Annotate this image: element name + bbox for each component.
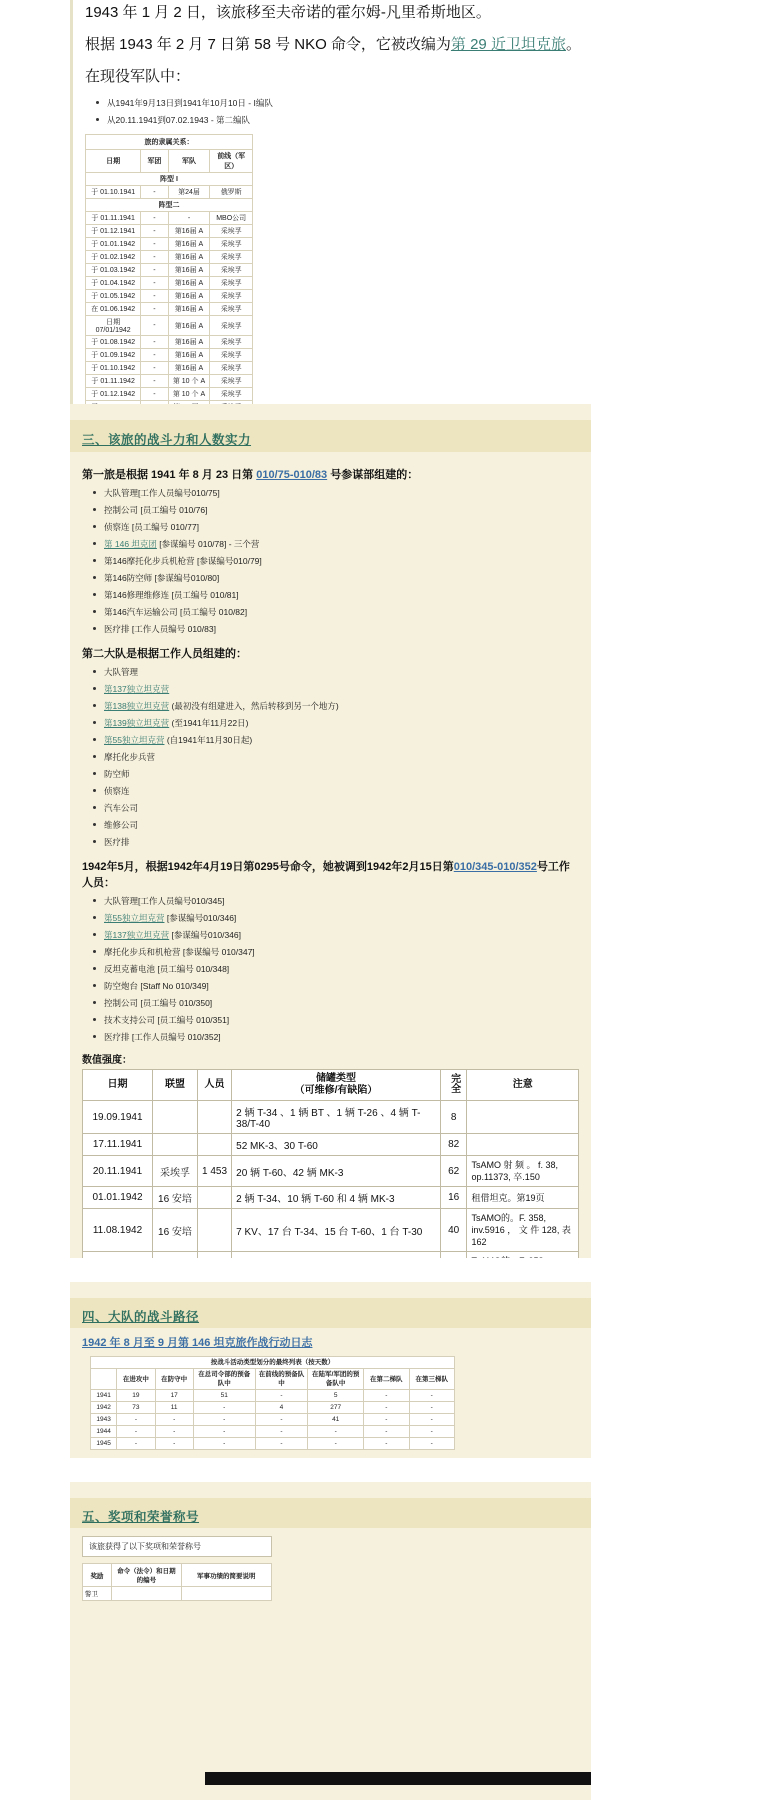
reorg-text-after: 。 [565, 36, 581, 53]
cell-date: 于 01.05.1942 [86, 290, 141, 303]
cell-corps: - [141, 303, 168, 316]
list-item: 技术支持公司 [员工编号 010/351] [104, 1013, 579, 1028]
p1-after: 号参谋部组建的： [327, 469, 419, 481]
cell-personnel [197, 1187, 231, 1209]
cell-date: 17.11.1941 [83, 1134, 153, 1156]
table-row [86, 277, 253, 290]
combat-log-link[interactable]: 1942 年 8 月至 9 月第 146 坦克旅作战行动日志 [82, 1337, 313, 1349]
cell-note: TsAMO的。F. 358, inv.5916 ， 文 件 128, 表 162 [467, 1209, 579, 1252]
cell-corps: - [141, 290, 168, 303]
table-row [91, 1390, 455, 1402]
table-row [86, 349, 253, 362]
affiliation-caption: 旅的隶属关系： [86, 135, 253, 150]
unit-staff-note: (最初没有组建进入，然后转移到另一个地方) [169, 701, 339, 711]
list-item: 第146防空师 [参谋编号010/80] [104, 571, 579, 586]
cell-year: 1942 [91, 1402, 117, 1414]
cell-union: 16 安培 [153, 1209, 198, 1252]
cell-corps: - [141, 212, 168, 225]
cell-value: 11 [155, 1402, 193, 1414]
col-date: 日期 [83, 1070, 153, 1101]
cell-value: - [308, 1426, 364, 1438]
list-item: 控制公司 [员工编号 010/76] [104, 503, 579, 518]
cell-value: - [255, 1438, 308, 1450]
cell-value: - [155, 1426, 193, 1438]
cell-value: - [364, 1414, 409, 1426]
table-caption-row [91, 1357, 455, 1369]
unit-link[interactable]: 第138独立坦克营 [104, 701, 170, 711]
table-row [91, 1426, 455, 1438]
col-third-echelon: 在第三梯队 [409, 1369, 454, 1390]
cell-value: - [409, 1438, 454, 1450]
table-row [86, 186, 253, 199]
cell-front: 采埃孚 [210, 375, 253, 388]
table-row [86, 290, 253, 303]
col-personnel: 人员 [197, 1070, 231, 1101]
cell-value: - [117, 1426, 155, 1438]
formation-2-row [86, 199, 253, 212]
cell-army: 第 10 个 A [168, 388, 210, 401]
cell-year: 1943 [91, 1414, 117, 1426]
cell-note: 租借坦克。第19页 [467, 1187, 579, 1209]
col-second-echelon: 在第二梯队 [364, 1369, 409, 1390]
col-front: 前线（军区） [210, 150, 253, 173]
cell-value: - [255, 1390, 308, 1402]
cell-corps: - [141, 186, 168, 199]
table-header-row [91, 1369, 455, 1390]
white-separator-2 [70, 1458, 591, 1482]
col-offensive: 在进攻中 [117, 1369, 155, 1390]
cell-army: 第 10 个 A [168, 375, 210, 388]
col-note: 注意 [467, 1070, 579, 1101]
cell-date: 于 01.12.1942 [86, 388, 141, 401]
section-4-header-band [70, 1298, 591, 1328]
cell-army: 第16届 A [168, 316, 210, 336]
table-row [86, 303, 253, 316]
unit-link[interactable]: 第 146 坦克团 [104, 539, 157, 549]
list-item: 控制公司 [员工编号 010/350] [104, 996, 579, 1011]
unit-staff-note: (至1941年11月22日) [169, 718, 249, 728]
cell-tank-types: 2 辆 T-34 、1 辆 BT 、1 辆 T-26 、4 辆 T-38/T-40 [232, 1101, 441, 1134]
cell-corps: - [141, 225, 168, 238]
cell-total: 8 [440, 1101, 467, 1134]
list-item: 汽车公司 [104, 801, 579, 816]
list-item[interactable] [104, 928, 579, 943]
cell-value: - [193, 1438, 255, 1450]
formation-1-label: 阵型 I [86, 173, 253, 186]
cell-date: 11.08.1942 [83, 1209, 153, 1252]
cell-army: 第24届 [168, 186, 210, 199]
cell-total: 62 [440, 1156, 467, 1187]
cell-tank-types: 20 辆 T-60、42 辆 MK-3 [232, 1156, 441, 1187]
award-merit-cell [181, 1587, 271, 1601]
p3-before: 1942年5月，根据1942年4月19日第0295号命令，她被调到1942年2月15日第 [82, 861, 454, 873]
list-item: 第146摩托化步兵机枪营 [参谋编号010/79] [104, 554, 579, 569]
cell-army: 第16届 A [168, 251, 210, 264]
list-item: 第146修理维修连 [员工编号 010/81] [104, 588, 579, 603]
cell-value: - [364, 1438, 409, 1450]
cell-total: 82 [440, 1134, 467, 1156]
cell-army: 第16届 A [168, 264, 210, 277]
cell-value: - [155, 1414, 193, 1426]
reorg-text-before: 根据 1943 年 2 月 7 日第 58 号 NKO 命令，它被改编为 [85, 36, 451, 53]
cell-army: 第16届 A [168, 290, 210, 303]
cell-date: 于 01.10.1941 [86, 186, 141, 199]
cell-date: 在 01.06.1942 [86, 303, 141, 316]
col-date: 日期 [86, 150, 141, 173]
section-5-title[interactable]: 五、奖项和荣誉称号 [82, 1510, 200, 1524]
table-row [83, 1209, 579, 1252]
section-3-title[interactable]: 三、该旅的战斗力和人数实力 [82, 433, 252, 447]
cell-value: - [409, 1390, 454, 1402]
cell-personnel [197, 1101, 231, 1134]
cell-union [153, 1134, 198, 1156]
cell-date: 于 01.12.1941 [86, 225, 141, 238]
table-row [83, 1156, 579, 1187]
cell-value: - [155, 1438, 193, 1450]
list-item: 侦察连 [员工编号 010/77] [104, 520, 579, 535]
unit-staff-note: (自1941年11月30日起) [164, 735, 253, 745]
cell-front: 俄罗斯 [210, 186, 253, 199]
cell-tank-types: 7 KV、17 台 T-34、15 台 T-60、1 台 T-30 [232, 1209, 441, 1252]
cell-union: 采埃孚 [153, 1156, 198, 1187]
redaction-bar [205, 1772, 591, 1785]
list-item: 防空师 [104, 767, 579, 782]
p1-before: 第一旅是根据 1941 年 8 月 23 日第 [82, 469, 257, 481]
list-item: 从1941年9月13日到1941年10月10日 - I编队 [107, 96, 581, 111]
cell-value: - [255, 1414, 308, 1426]
table-row [83, 1101, 579, 1134]
col-total-label: 完全 [448, 1073, 460, 1093]
table-row [86, 375, 253, 388]
formation-1-row [86, 173, 253, 186]
col-decree: 命令（法令）和日期的编号 [112, 1564, 181, 1587]
cell-front: 采埃孚 [210, 290, 253, 303]
cell-union: 16 安培 [153, 1187, 198, 1209]
award-name-cell: 警卫 [83, 1587, 112, 1601]
list-item: 反坦克蓄电池 [员工编号 010/348] [104, 962, 579, 977]
list-item[interactable] [104, 699, 579, 714]
cell-date: 日期 07/01/1942 [86, 316, 141, 336]
cell-value: - [364, 1426, 409, 1438]
table-row [86, 225, 253, 238]
paragraph-reorganization [85, 32, 581, 58]
cream-separator-2 [70, 1282, 591, 1298]
table-row [86, 316, 253, 336]
cell-front: 采埃孚 [210, 251, 253, 264]
cell-corps: - [141, 362, 168, 375]
cell-corps: - [141, 238, 168, 251]
unit-link[interactable]: 第55独立坦克营 [104, 913, 165, 923]
cell-value: - [409, 1402, 454, 1414]
active-army-list [85, 96, 581, 128]
cell-value: - [193, 1426, 255, 1438]
table-row [83, 1187, 579, 1209]
list-item: 大队管理[工作人员编号010/75] [104, 486, 579, 501]
cell-date: 于 01.11.1941 [86, 212, 141, 225]
table-header-row [86, 150, 253, 173]
affiliation-table [85, 134, 253, 427]
cell-value: 41 [308, 1414, 364, 1426]
cell-front: 采埃孚 [210, 336, 253, 349]
list-item[interactable] [104, 537, 579, 552]
cell-note [467, 1134, 579, 1156]
table-row [86, 388, 253, 401]
table-row [91, 1414, 455, 1426]
cell-corps: - [141, 375, 168, 388]
cell-value: 277 [308, 1402, 364, 1414]
combat-activity-table [90, 1356, 455, 1450]
strength-table-head [83, 1070, 579, 1101]
list-item: 医疗排 [工作人员编号 010/352] [104, 1030, 579, 1045]
cell-personnel: 1 453 [197, 1156, 231, 1187]
cell-note: TsAMO 射 频 。 f. 38, op.11373, 卒.150 [467, 1156, 579, 1187]
cell-army: 第16届 A [168, 362, 210, 375]
cell-year: 1945 [91, 1438, 117, 1450]
cell-army: 第16届 A [168, 225, 210, 238]
col-front-reserve: 在前线的预备队中 [255, 1369, 308, 1390]
cell-date: 01.01.1942 [83, 1187, 153, 1209]
cell-army: 第16届 A [168, 336, 210, 349]
cell-tank-types: 2 辆 T-34、10 辆 T-60 和 4 辆 MK-3 [232, 1187, 441, 1209]
section-4-body [70, 1328, 591, 1458]
col-tank-types [232, 1070, 441, 1101]
unit-link[interactable]: 第137独立坦克营 [104, 684, 170, 694]
awards-table [82, 1563, 272, 1601]
cell-value: 17 [155, 1390, 193, 1402]
third-formation-unit-list [82, 894, 579, 1045]
cream-separator-3 [70, 1482, 591, 1498]
link-29th-guards-tank-brigade[interactable]: 第 29 近卫坦克旅 [450, 36, 566, 53]
table-header-row [83, 1070, 579, 1101]
table-caption-row [86, 135, 253, 150]
list-item: 防空炮台 [Staff No 010/349] [104, 979, 579, 994]
first-formation-unit-list [82, 486, 579, 637]
list-item: 摩托化步兵营 [104, 750, 579, 765]
section-3-header-band [70, 420, 591, 452]
cell-year: 1944 [91, 1426, 117, 1438]
section-4-title[interactable]: 四、大队的战斗路径 [82, 1310, 200, 1324]
combat-table-body [91, 1390, 455, 1450]
unit-staff-note: [参谋编号 010/78] - 三个营 [156, 539, 260, 549]
list-item[interactable] [104, 716, 579, 731]
cell-army: 第16届 A [168, 277, 210, 290]
cell-year: 1941 [91, 1390, 117, 1402]
cell-date: 于 01.09.1942 [86, 349, 141, 362]
cell-date: 于 01.10.1942 [86, 362, 141, 375]
cell-front: 采埃孚 [210, 388, 253, 401]
cell-value: - [409, 1426, 454, 1438]
link-staff-010-345-010-352[interactable]: 010/345-010/352 [453, 861, 537, 873]
table-row [86, 362, 253, 375]
col-army-reserve: 在陆军/军团的预备队中 [308, 1369, 364, 1390]
unit-staff-note: [参谋编号010/346] [169, 930, 241, 940]
cell-front: 采埃孚 [210, 316, 253, 336]
list-item: 摩托化步兵和机枪营 [参谋编号 010/347] [104, 945, 579, 960]
cell-corps: - [141, 316, 168, 336]
list-item: 第146汽车运输公司 [员工编号 010/82] [104, 605, 579, 620]
awards-lead-box [82, 1536, 272, 1557]
p3-after: 号工作人员： [82, 861, 570, 889]
link-staff-010-75-010-83[interactable]: 010/75-010/83 [256, 469, 328, 481]
cell-date: 于 01.01.1942 [86, 238, 141, 251]
list-item[interactable] [104, 911, 579, 926]
list-item: 大队管理[工作人员编号010/345] [104, 894, 579, 909]
cell-value: - [364, 1402, 409, 1414]
list-item[interactable] [104, 682, 579, 697]
cell-note [467, 1101, 579, 1134]
table-row [86, 251, 253, 264]
cell-corps: - [141, 264, 168, 277]
cell-date: 于 01.11.1942 [86, 375, 141, 388]
col-total [440, 1070, 467, 1101]
cell-value: - [193, 1414, 255, 1426]
cell-value: 73 [117, 1402, 155, 1414]
col-award: 奖励 [83, 1564, 112, 1587]
cell-date: 于 01.08.1942 [86, 336, 141, 349]
affiliation-group-2 [86, 212, 253, 427]
list-item: 从20.11.1941到07.02.1943 - 第二编队 [107, 113, 581, 128]
cell-front: 采埃孚 [210, 277, 253, 290]
award-decree-cell [112, 1587, 181, 1601]
cell-value: - [308, 1438, 364, 1450]
col-army: 军队 [168, 150, 210, 173]
cell-front: MBO公司 [210, 212, 253, 225]
table-row [86, 264, 253, 277]
paragraph-first-brigade-formation [82, 466, 579, 482]
cell-corps: - [141, 277, 168, 290]
paragraph-relocation: 1943 年 1 月 2 日，该旅移至夫帝诺的霍尔姆-凡里希斯地区。 [85, 4, 491, 21]
table-row [91, 1402, 455, 1414]
cell-value: 19 [117, 1390, 155, 1402]
numeric-strength-label: 数值强度： [82, 1055, 132, 1066]
paragraph-active-army-heading: 在现役军队中： [85, 68, 191, 85]
affiliation-group-1 [86, 186, 253, 199]
cell-army: 第16届 A [168, 349, 210, 362]
table-header-row [83, 1564, 272, 1587]
cell-front: 采埃孚 [210, 225, 253, 238]
cell-front: 采埃孚 [210, 362, 253, 375]
white-separator-1 [70, 1258, 591, 1282]
cell-date: 于 01.04.1942 [86, 277, 141, 290]
right-gutter [591, 0, 759, 1800]
section-5-body [70, 1528, 591, 1800]
table-row [83, 1134, 579, 1156]
col-corps: 军团 [141, 150, 168, 173]
cell-value: - [117, 1414, 155, 1426]
cell-front: 采埃孚 [210, 238, 253, 251]
table-row [86, 212, 253, 225]
cell-army: - [168, 212, 210, 225]
cell-date: 19.09.1941 [83, 1101, 153, 1134]
cell-value: - [255, 1426, 308, 1438]
table-row [83, 1587, 272, 1601]
cell-corps: - [141, 349, 168, 362]
unit-link[interactable]: 第139独立坦克营 [104, 718, 170, 728]
col-year [91, 1369, 117, 1390]
list-item: 医疗排 [工作人员编号 010/83] [104, 622, 579, 637]
cell-date: 20.11.1941 [83, 1156, 153, 1187]
cell-front: 采埃孚 [210, 264, 253, 277]
section-5-header-band [70, 1498, 591, 1528]
paragraph-1942-restaffing [82, 858, 579, 890]
cell-personnel [197, 1134, 231, 1156]
tank-types-line1: 储罐类型 [316, 1073, 357, 1084]
section-3-body [70, 452, 591, 1258]
col-hq-reserve: 在总司令部的预备队中 [193, 1369, 255, 1390]
cell-value: 4 [255, 1402, 308, 1414]
list-item: 医疗排 [104, 835, 579, 850]
cell-corps: - [141, 336, 168, 349]
unit-link[interactable]: 第137独立坦克营 [104, 930, 170, 940]
list-item[interactable] [104, 733, 579, 748]
cell-value: - [193, 1402, 255, 1414]
formation-2-label: 阵型二 [86, 199, 253, 212]
table-row [86, 336, 253, 349]
combat-table-caption: 按战斗活动类型划分的最终列表（按天数） [91, 1357, 455, 1369]
col-defense: 在防守中 [155, 1369, 193, 1390]
left-gutter [0, 0, 70, 1800]
paragraph-second-battalion: 第二大队是根据工作人员组建的： [82, 648, 247, 660]
cell-corps: - [141, 251, 168, 264]
col-union: 联盟 [153, 1070, 198, 1101]
list-item: 维修公司 [104, 818, 579, 833]
table-row [86, 238, 253, 251]
cell-value: - [409, 1414, 454, 1426]
cell-total: 16 [440, 1187, 467, 1209]
awards-lead-text: 该旅获得了以下奖项和荣誉称号 [89, 1542, 201, 1551]
table-row [91, 1438, 455, 1450]
cell-front: 采埃孚 [210, 303, 253, 316]
list-item: 侦察连 [104, 784, 579, 799]
cell-army: 第16届 A [168, 303, 210, 316]
cell-army: 第16届 A [168, 238, 210, 251]
unit-staff-note: [参谋编号010/346] [164, 913, 237, 923]
list-item: 大队管理 [104, 665, 579, 680]
cell-union [153, 1101, 198, 1134]
cell-total: 40 [440, 1209, 467, 1252]
unit-link[interactable]: 第55独立坦克营 [104, 735, 165, 745]
top-text-block [70, 0, 591, 404]
cell-front: 采埃孚 [210, 349, 253, 362]
col-merit: 军事功绩的简要说明 [181, 1564, 271, 1587]
cell-date: 于 01.02.1942 [86, 251, 141, 264]
cream-separator-1 [70, 404, 591, 420]
cell-value: - [364, 1390, 409, 1402]
cell-tank-types: 52 MK-3、30 T-60 [232, 1134, 441, 1156]
cell-value: - [117, 1438, 155, 1450]
cell-date: 于 01.03.1942 [86, 264, 141, 277]
cell-corps: - [141, 388, 168, 401]
second-formation-unit-list [82, 665, 579, 850]
cell-value: 51 [193, 1390, 255, 1402]
tank-types-line2: （可维修/有缺陷） [294, 1085, 378, 1096]
cell-personnel [197, 1209, 231, 1252]
cell-value: 5 [308, 1390, 364, 1402]
